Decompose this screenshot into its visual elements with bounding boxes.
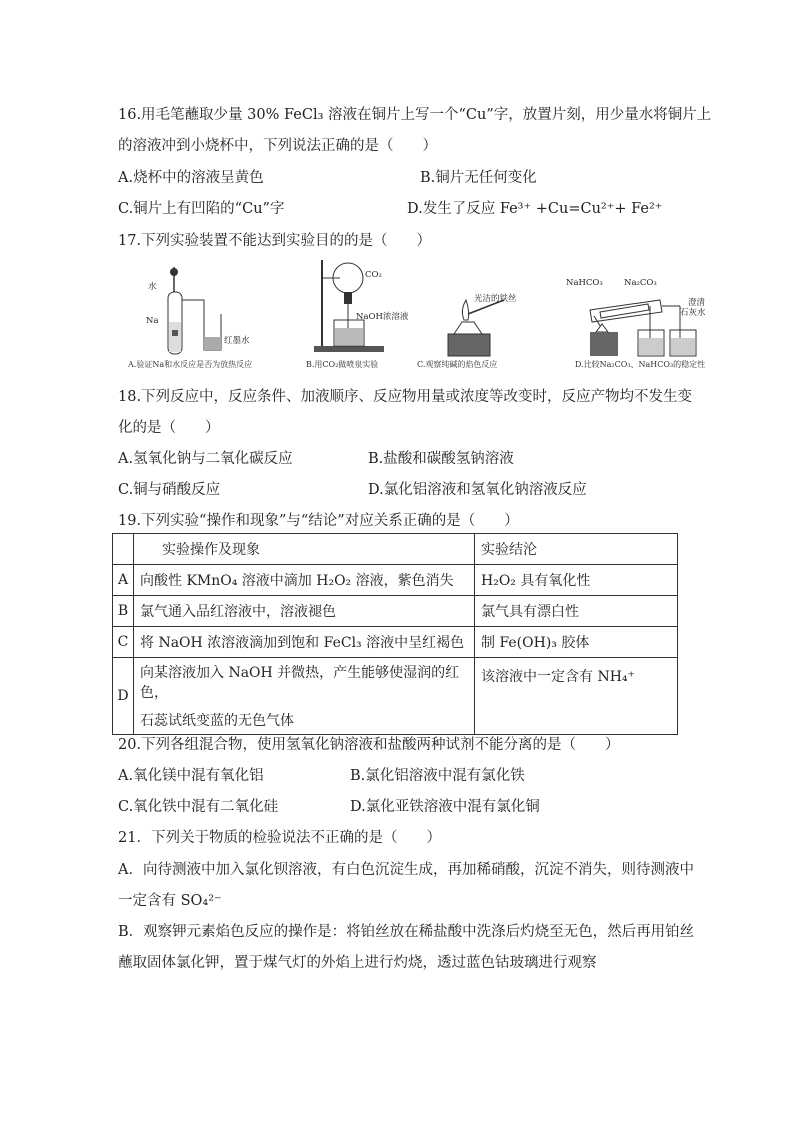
q18-stem-line2: 化的是（ ） <box>118 420 220 436</box>
row-operation <box>134 658 475 735</box>
figure-b-fountain <box>310 258 430 358</box>
q16-stem-line1: 16.用毛笔蘸取少量 30% FeCl₃ 溶液在铜片上写一个“Cu”字，放置片刻，用少量水将铜片上 <box>118 107 712 123</box>
q18-option-a: A.氢氧化钠与二氧化碳反应 <box>118 451 293 467</box>
q20-option-b: B.氯化铝溶液中混有氯化铁 <box>350 768 525 784</box>
row-conclusion: 氯气具有漂白性 <box>475 596 678 627</box>
row-operation-line1: 向某溶液加入 NaOH 并微热，产生能够使湿润的红色， <box>140 665 460 701</box>
figure-d-caption: D.比较Na₂CO₃、NaHCO₃的稳定性 <box>575 360 706 369</box>
label-na: Na <box>146 316 159 326</box>
row-key: D <box>113 658 134 735</box>
row-key: C <box>113 627 134 658</box>
row-operation: 氯气通入品红溶液中，溶液褪色 <box>134 596 475 627</box>
table-header-operation: 实验操作及现象 <box>134 534 475 565</box>
q19-stem: 19.下列实验“操作和现象”与“结论”对应关系正确的是（ ） <box>118 513 519 529</box>
q16-option-c: C.铜片上有凹陷的“Cu”字 <box>118 201 285 217</box>
row-operation-line2: 石蕊试纸变蓝的无色气体 <box>140 713 294 729</box>
figure-a-caption: A.验证Na和水反应是否为放热反应 <box>128 360 253 369</box>
q18-option-c: C.铜与硝酸反应 <box>118 482 221 498</box>
q21-stem: 21．下列关于物质的检验说法不正确的是（ ） <box>118 830 441 846</box>
q18-option-b: B.盐酸和碳酸氢钠溶液 <box>368 451 514 467</box>
label-naoh: NaOH浓溶液 <box>356 312 409 322</box>
q21-option-b-line2: 蘸取固体氯化钾，置于煤气灯的外焰上进行灼烧，透过蓝色钴玻璃进行观察 <box>118 955 597 971</box>
q16-option-b: B.铜片无任何变化 <box>420 170 537 186</box>
q18-option-d: D.氯化铝溶液和氢氧化钠溶液反应 <box>368 482 587 498</box>
q16-option-a: A.烧杯中的溶液呈黄色 <box>118 170 264 186</box>
label-red-ink: 红墨水 <box>224 336 250 346</box>
table-row <box>113 596 678 627</box>
q16-option-d: D.发生了反应 Fe³⁺ +Cu=Cu²⁺+ Fe²⁺ <box>407 201 663 217</box>
table-header-conclusion: 实验结沦 <box>475 534 678 565</box>
table-header-row <box>113 534 678 565</box>
q20-option-d: D.氯化亚铁溶液中混有氯化铜 <box>350 799 540 815</box>
row-operation: 向酸性 KMnO₄ 溶液中滴加 H₂O₂ 溶液，紫色消失 <box>134 565 475 596</box>
q17-stem: 17.下列实验装置不能达到实验目的的是（ ） <box>118 233 432 249</box>
table-header-key <box>113 534 134 565</box>
row-conclusion: H₂O₂ 具有氧化性 <box>475 565 678 596</box>
q21-option-b-line1: B．观察钾元素焰色反应的操作是：将铂丝放在稀盐酸中洗涤后灼烧至无色，然后再用铂丝 <box>118 924 695 940</box>
table-row <box>113 627 678 658</box>
row-key: B <box>113 596 134 627</box>
q16-stem-line2: 的溶液冲到小烧杯中，下列说法正确的是（ ） <box>118 138 437 154</box>
q20-stem: 20.下列各组混合物，使用氢氧化钠溶液和盐酸两种试剂不能分离的是（ ） <box>118 737 620 753</box>
figure-c-flame <box>440 290 550 360</box>
table-row <box>113 658 678 735</box>
figure-d-stability <box>566 272 720 360</box>
q20-option-c: C.氧化铁中混有二氧化硅 <box>118 799 279 815</box>
label-nahco3: NaHCO₃ <box>566 278 603 288</box>
label-limewater-1: 澄清 <box>688 298 706 308</box>
q18-stem-line1: 18.下列反应中，反应条件、加液顺序、反应物用量或浓度等改变时，反应产物均不发生变 <box>118 389 693 405</box>
label-co2: CO₂ <box>365 270 382 280</box>
q21-option-a-line1: A．向待测液中加入氯化钡溶液，有白色沉淀生成，再加稀硝酸，沉淀不消失，则待测液中 <box>118 862 694 878</box>
row-operation: 将 NaOH 浓溶液滴加到饱和 FeCl₃ 溶液中呈红褐色 <box>134 627 475 658</box>
row-conclusion: 制 Fe(OH)₃ 胶体 <box>475 627 678 658</box>
row-conclusion: 该溶液中一定含有 NH₄⁺ <box>475 658 678 735</box>
table-row <box>113 565 678 596</box>
label-iron-wire: 光洁的铁丝 <box>474 294 517 304</box>
q20-option-a: A.氧化镁中混有氧化铝 <box>118 768 264 784</box>
label-na2co3: Na₂CO₃ <box>624 278 657 288</box>
label-limewater-2: 石灰水 <box>680 308 706 318</box>
figure-c-caption: C.观察纯碱的焰色反应 <box>417 360 498 369</box>
figure-a-na-water <box>124 262 274 372</box>
label-water: 水 <box>148 282 157 292</box>
row-key: A <box>113 565 134 596</box>
q19-table <box>112 533 678 735</box>
q21-option-a-line2: 一定含有 SO₄²⁻ <box>118 893 222 909</box>
figure-b-caption: B.用CO₂做喷泉实验 <box>306 360 379 369</box>
